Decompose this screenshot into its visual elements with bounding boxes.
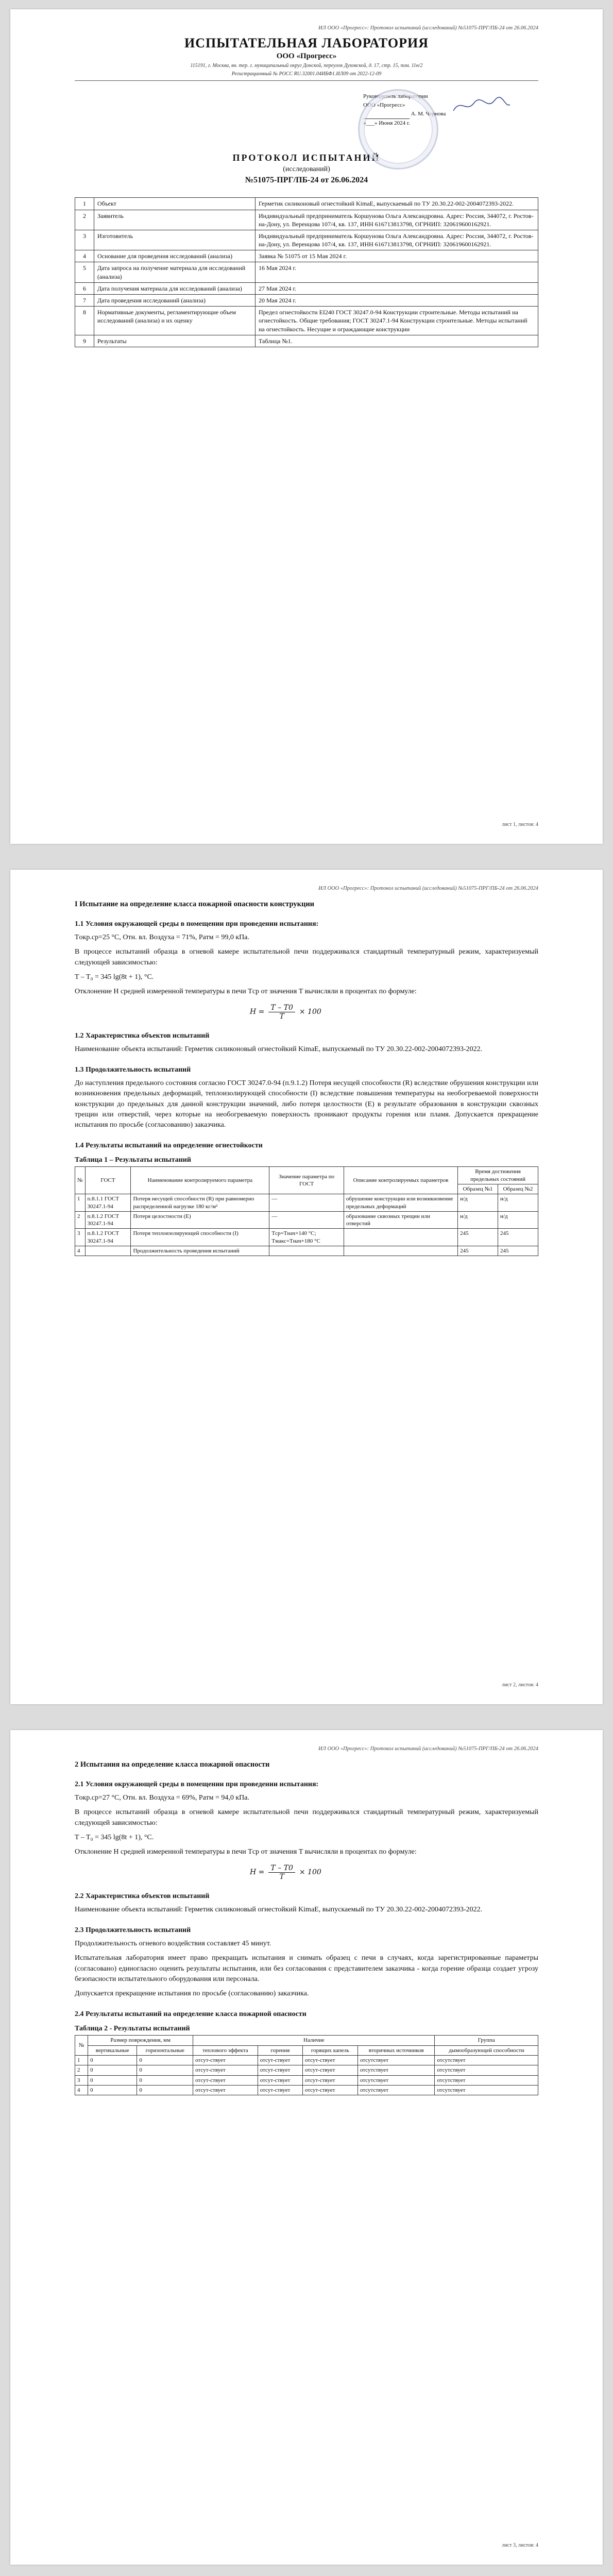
section-2-1-title: 2.1 Условия окружающей среды в помещении при проведении испытания: bbox=[75, 1781, 319, 1789]
info-row: 6 Дата получения материала для исследований (анализа) 27 Мая 2024 г. bbox=[75, 282, 538, 294]
table-row: 3 п.8.1.2 ГОСТ 30247.1-94 Потеря теплоизолирующей способности (I) Tср=Tнач+140 °С; Tмакс=Tнач+180 °С 245 245 bbox=[75, 1229, 538, 1246]
section-2-2-title: 2.2 Характеристика объектов испытаний bbox=[75, 1892, 210, 1900]
approval-date: «___» Июня 2024 г. bbox=[363, 120, 410, 127]
info-row: 9 Результаты Таблица №1. bbox=[75, 335, 538, 347]
header-note: ИЛ ООО «Прогресс»: Протокол испытаний (исследований) №51075-ПРГ/ПБ-24 от 26.06.2024 bbox=[318, 25, 538, 31]
info-row: 8 Нормативные документы, регламентирующие объем исследований (анализа) и их оценку Предел огнестойкости EI240 ГОСТ 30247.0-94 Конструкции строительные. Методы испытаний на огнестойкость. Общие требования; ГОСТ 30247.1-94 Конструкции строительные. Методы испытаний на огнестойкость. Несущие и ограждающие конструкции bbox=[75, 307, 538, 335]
table-row: 2 п.8.1.2 ГОСТ 30247.1-94 Потеря целостности (E) — образование сквозных трещин или отверстий н/д н/д bbox=[75, 1211, 538, 1229]
duration-paragraph: До наступления предельного состояния согласно ГОСТ 30247.0-94 (п.9.1.2) Потеря несущей способности (R) вследствие обрушения конструкции или возникновения предельных деформаций, теплоизолирующей способности (I) вследствие повышения температуры на необогреваемой поверхности конструкции до предельных для данной конструкции значений, либо потеря целостности (E) в результате образования в конструкции сквозных трещин или отверстий, через которые на необогреваемую поверхность проникают продукты горения или пламя. Допускается прекращение испытания по просьбе (согласованию) заказчика. bbox=[75, 1079, 538, 1129]
page-footer-1: лист 1, листов: 4 bbox=[502, 822, 538, 827]
table-row: 3 0 0 отсут-ствует отсут-ствует отсут-ствует отсутствует отсутствует bbox=[75, 2075, 538, 2085]
lab-address: 115191, г. Москва, вн. тер. г. муниципальный округ Донской, переулок Духовской, д. 17, стр. 15, пом. 11н/2 bbox=[190, 63, 423, 69]
approval-block bbox=[363, 92, 538, 128]
deviation-formula-2: H = $\frac{T - T0}{T}$ × 100 bbox=[250, 1863, 321, 1881]
approver-org: ООО «Прогресс» bbox=[363, 102, 405, 109]
protocol-subtitle: (исследований) bbox=[283, 165, 330, 174]
deviation-paragraph-2: Отклонение H средней измеренной температуры в печи Tср от значения T вычисляли в процентах по формуле: bbox=[75, 1848, 417, 1856]
table-row: 4 Продолжительность проведения испытаний 245 245 bbox=[75, 1246, 538, 1256]
section-2-title: 2 Испытания на определение класса пожарной опасности bbox=[75, 1760, 270, 1769]
info-row: 1 Объект Герметик силиконовый огнестойкий KimaE, выпускаемый по ТУ 20.30.22-002-2004072393-2022. bbox=[75, 198, 538, 210]
deviation-paragraph: Отклонение H средней измеренной температуры в печи Tср от значения T вычисляли в процентах по формуле: bbox=[75, 988, 417, 996]
section-2-4-title: 2.4 Результаты испытаний на определение класса пожарной опасности bbox=[75, 2010, 306, 2019]
table-1: № ГОСТ Наименование контролируемого параметра Значение параметра по ГОСТ Описание контролируемых параметров Время достижения предельных состояний Образец №1 Образец №2 1 п.8.1.1 ГОСТ 30247.1-94 Потеря несущей способности (R) при равномерно распределенной нагрузке 180 кг/м² — обрушение конструкции или возникновение предельных деформаций н/д н/д 2 п.8.1.2 ГОСТ 30247.1-94 Потеря целостности (E) — образование сквозных трещин или отверстий н/д н/д 3 п.8.1.2 ГОСТ 30247.1-94 Потеря теплоизолирующей способности (I) Tср=Tнач+140 °С; Tмакс=Tнач+180 °С 245 245 4 Продолжительность проведения испытаний 245 245 bbox=[75, 1166, 538, 1256]
duration-paragraph-2b: Испытательная лаборатория имеет право прекращать испытания и снимать образец с печи в случаях, когда зарегистрированные параметры (согласовано) единогласно оценить результаты испытания, или без согласования с представителем заказчика - когда горение образца создает угрозу безопасности испытательного оборудования или персонала. bbox=[75, 1954, 538, 1983]
table-row: 1 п.8.1.1 ГОСТ 30247.1-94 Потеря несущей способности (R) при равномерно распределенной нагрузке 180 кг/м² — обрушение конструкции или возникновение предельных деформаций н/д н/д bbox=[75, 1194, 538, 1212]
protocol-number: №51075-ПРГ/ПБ-24 от 26.06.2024 bbox=[245, 176, 368, 185]
deviation-formula: H = $\frac{T - T0}{T}$ × 100 bbox=[250, 1003, 321, 1021]
conditions-paragraph-2: В процессе испытаний образца в огневой камере испытательной печи поддерживался стандартный температурный режим, характеризуемый следующей зависимостью: bbox=[75, 1808, 538, 1827]
object-description-2: Наименование объекта испытаний: Герметик силиконовый огнестойкий KimaE, выпускаемый по ТУ 20.30.22-002-2004072393-2022. bbox=[75, 1905, 483, 1913]
document-page-3 bbox=[10, 1730, 603, 2565]
table-row: 2 0 0 отсут-ствует отсут-ствует отсут-ствует отсутствует отсутствует bbox=[75, 2065, 538, 2075]
lab-title: ИСПЫТАТЕЛЬНАЯ ЛАБОРАТОРИЯ bbox=[184, 36, 429, 51]
header-note: ИЛ ООО «Прогресс»: Протокол испытаний (исследований) №51075-ПРГ/ПБ-24 от 26.06.2024 bbox=[318, 886, 538, 891]
page-footer-2: лист 2, листов: 4 bbox=[502, 1682, 538, 1688]
approver-name: А. М. Чернова bbox=[411, 111, 446, 117]
conditions-values: Tокр.ср=25 °С, Отн. вл. Воздуха = 71%, Pатм = 99,0 кПа. bbox=[75, 934, 249, 942]
object-description: Наименование объекта испытаний: Герметик силиконовый огнестойкий KimaE, выпускаемый по ТУ 20.30.22-002-2004072393-2022. bbox=[75, 1045, 483, 1053]
info-row: 2 Заявитель Индивидуальный предприниматель Коршунова Ольга Александровна. Адрес: Россия, 344072, г. Ростов-на-Дону, ул. Веренцова 107/4, кв. 137, ИНН 616713813798, ОГРНИП: 320619600162921. bbox=[75, 210, 538, 230]
signature-icon bbox=[451, 95, 513, 116]
protocol-title: ПРОТОКОЛ ИСПЫТАНИЙ bbox=[232, 152, 381, 163]
temperature-equation: T – T₀ = 345 lg(8t + 1), °С. bbox=[75, 973, 154, 981]
info-row: 4 Основание для проведения исследований (анализа) Заявка № 51075 от 15 Мая 2024 г. bbox=[75, 250, 538, 262]
document-page-2 bbox=[10, 870, 603, 1704]
temperature-equation-2: T – T₀ = 345 lg(8t + 1), °С. bbox=[75, 1834, 154, 1842]
table-1-caption: Таблица 1 – Результаты испытаний bbox=[75, 1156, 191, 1164]
section-2-3-title: 2.3 Продолжительность испытаний bbox=[75, 1926, 191, 1934]
section-1-3-title: 1.3 Продолжительность испытаний bbox=[75, 1065, 191, 1074]
lab-letterhead bbox=[75, 36, 538, 81]
table-row: 1 0 0 отсут-ствует отсут-ствует отсут-ствует отсутствует отсутствует bbox=[75, 2055, 538, 2065]
info-table bbox=[75, 197, 538, 347]
seal-stamp-icon bbox=[358, 89, 438, 170]
conditions-values-2: Tокр.ср=27 °С, Отн. вл. Воздуха = 69%, Pатм = 94,0 кПа. bbox=[75, 1794, 249, 1802]
section-1-1-title: 1.1 Условия окружающей среды в помещении при проведении испытания: bbox=[75, 920, 319, 928]
section-1-2-title: 1.2 Характеристика объектов испытаний bbox=[75, 1031, 210, 1040]
info-row: 5 Дата запроса на получение материала для исследований (анализа) 16 Мая 2024 г. bbox=[75, 262, 538, 282]
section-1-title: I Испытание на определение класса пожарной опасности конструкции bbox=[75, 900, 315, 909]
section-1-4-title: 1.4 Результаты испытаний на определение огнестойкости bbox=[75, 1142, 263, 1150]
lab-registration: Регистрационный № РОСС RU.32001.04ИБФ1.ИЛ09 от 2022-12-09 bbox=[231, 71, 382, 77]
duration-paragraph-2c: Допускается прекращение испытания по просьбе (согласованию) заказчика. bbox=[75, 1990, 309, 1998]
table-row: 4 0 0 отсут-ствует отсут-ствует отсут-ствует отсутствует отсутствует bbox=[75, 2085, 538, 2095]
document-page-1 bbox=[10, 9, 603, 844]
info-row: 3 Изготовитель Индивидуальный предприниматель Коршунова Ольга Александровна. Адрес: Россия, 344072, г. Ростов-на-Дону, ул. Веренцова 107/4, кв. 137, ИНН 616713813798, ОГРНИП: 320619600162921. bbox=[75, 230, 538, 250]
approver-title: Руководитель лаборатории bbox=[363, 93, 428, 100]
table-2-caption: Таблица 2 - Результаты испытаний bbox=[75, 2025, 190, 2033]
lab-org: ООО «Прогресс» bbox=[276, 52, 337, 61]
header-note: ИЛ ООО «Прогресс»: Протокол испытаний (исследований) №51075-ПРГ/ПБ-24 от 26.06.2024 bbox=[318, 1746, 538, 1752]
page-footer-3: лист 3, листов: 4 bbox=[502, 2543, 538, 2548]
info-row: 7 Дата проведения исследований (анализа) 20 Мая 2024 г. bbox=[75, 295, 538, 307]
table-2: № Размер повреждения, мм Наличие Группа вертикальные горизонтальные теплового эффекта горения горящих капель вторичных источников дымообразующей способности 1 0 0 отсут-ствует отсут-ствует отсут-ствует отсутствует отсутствует 2 0 0 отсут-ствует отсут-ствует отсут-ствует отсутствует отсутствует 3 0 0 отсут-ствует отсут-ствует отсут-ствует отсутствует отсутствует 4 0 0 отсут-ствует отсут-ствует отсут-ствует отсутствует отсутствует bbox=[75, 2035, 538, 2095]
duration-paragraph-2a: Продолжительность огневого воздействия составляет 45 минут. bbox=[75, 1939, 271, 1947]
conditions-paragraph: В процессе испытаний образца в огневой камере испытательной печи поддерживался стандартный температурный режим, характеризуемый следующей зависимостью: bbox=[75, 948, 538, 967]
